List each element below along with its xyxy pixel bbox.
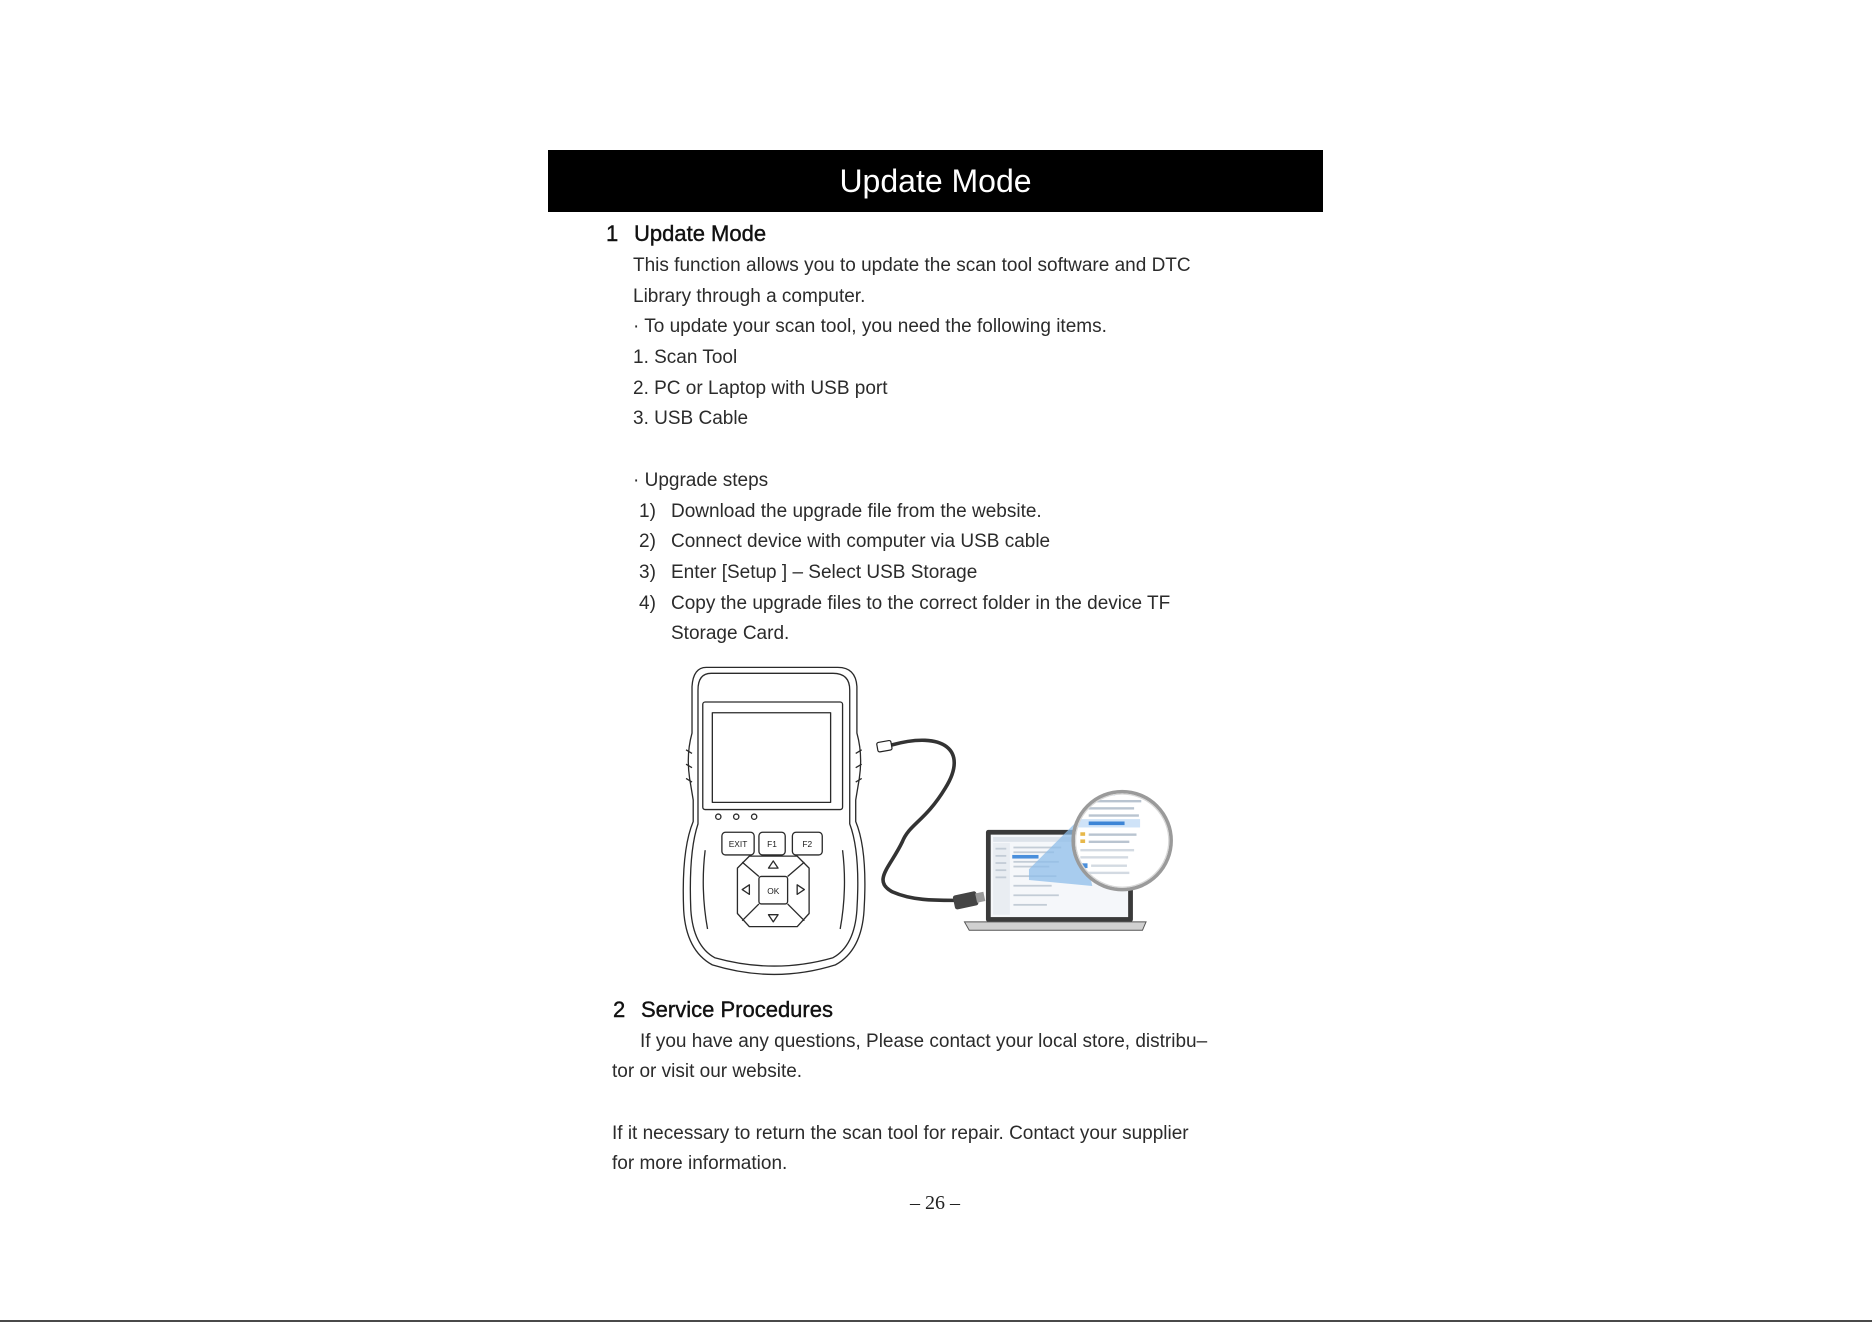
exit-button-label: EXIT [728,839,748,850]
magnifier-lens [1073,790,1171,889]
intro-line-1: This function allows you to update the scan tool software and DTC [633,255,1191,276]
section-2-number: 2 [613,997,626,1022]
service-paragraph-line: If you have any questions, Please contact your local store, distribu– [640,1031,1208,1052]
page-header-bar [548,150,1323,212]
usb-a-plug [952,891,978,910]
step-text: Copy the upgrade files to the correct folder in the device TF [671,593,1171,614]
screen-display [712,713,830,803]
page-number: – 26 – [910,1192,960,1214]
mini-usb-plug [876,740,892,752]
section-1-title: Update Mode [634,221,767,246]
scan-tool-device [683,667,865,974]
usb-update-illustration [674,659,1182,984]
step-number: 2) [639,531,656,552]
service-paragraph-line: tor or visit our website. [612,1061,803,1082]
step-text-continuation: Storage Card. [671,623,790,644]
page-bottom-divider [0,1320,1872,1322]
step-text: Connect device with computer via USB cable [671,531,1051,552]
laptop-base [964,922,1146,930]
steps-lead: · Upgrade steps [633,470,769,491]
required-item: 2. PC or Laptop with USB port [633,378,888,399]
step-text: Enter [Setup ] – Select USB Storage [671,562,978,583]
up-arrow-icon [768,861,778,868]
required-item: 3. USB Cable [633,408,749,429]
usb-cable [876,740,985,910]
right-arrow-icon [797,885,804,895]
usb-cable-wire [883,740,954,900]
f1-button-label: F1 [767,839,777,850]
step-number: 4) [639,593,656,614]
repair-paragraph-line: If it necessary to return the scan tool for repair. Contact your supplier [612,1123,1189,1144]
indicator-light [752,814,757,819]
section-2-title: Service Procedures [641,997,833,1022]
items-lead: · To update your scan tool, you need the following items. [633,316,1107,337]
step-number: 3) [639,562,656,583]
section-1-number: 1 [606,221,619,246]
explorer-selected-row [1012,855,1038,859]
step-text: Download the upgrade file from the website. [671,501,1042,522]
left-arrow-icon [742,885,749,895]
required-item: 1. Scan Tool [633,347,738,368]
page-title: Update Mode [839,163,1032,199]
indicator-light [734,814,739,819]
repair-paragraph-line: for more information. [612,1153,788,1174]
down-arrow-icon [768,915,778,922]
indicator-light [716,814,721,819]
f2-button-label: F2 [802,839,813,850]
explorer-nav-pane [993,843,1010,915]
ok-button-label: OK [767,885,780,896]
intro-line-2: Library through a computer. [633,286,866,307]
step-number: 1) [639,501,656,522]
